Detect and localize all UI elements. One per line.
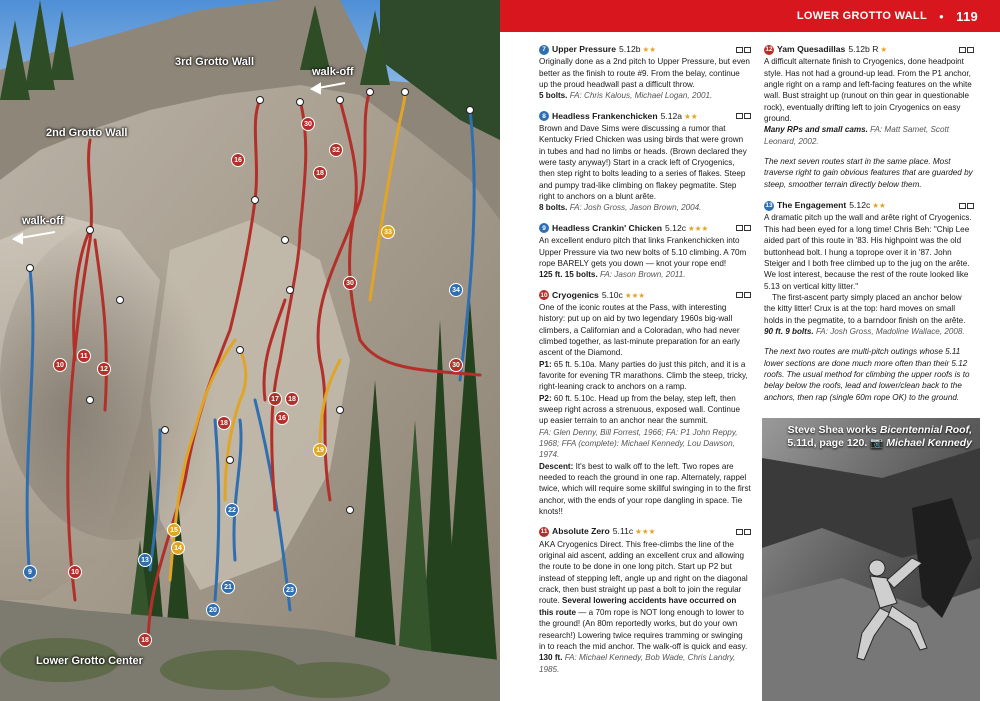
route-marker: 22 [225, 503, 239, 517]
route-marker: 33 [381, 225, 395, 239]
route-name: Cryogenics [552, 289, 599, 300]
column-right [764, 44, 974, 413]
first-ascent: FA: Matt Samet, Scott Leonard, 2002. [764, 125, 950, 146]
route-marker: 10 [53, 358, 67, 372]
route-description: A dramatic pitch up the wall and arête right of Cryogenics. This had been eyed for a long time! Chris Beh: "Chip Lee aided part of this route in '83. His highpoint was the old buttonhead bolt. I hung a toprope over it in '87. John Steiger and I both free climbed up to the jug on the arête. We lost interest, because the rest of the route looked like 5.13 on vertical kitty litter." [764, 213, 972, 291]
route-marker: 17 [268, 392, 282, 406]
route-stats: Many RPs and small cams. [764, 125, 868, 135]
climber-photo-svg [762, 418, 980, 701]
descent-description: It's best to walk off to the left. Two ropes are needed to reach the ground in one rap. Alternately, rappel twice, which will require some skillful swinging in to the first anchor, with the ends of your rope dangling in space. Tie knots!! [539, 461, 751, 517]
tick-boxes [736, 529, 751, 535]
route-grade: 5.12b R [848, 44, 879, 54]
route-description: One of the iconic routes at the Pass, with interesting history: put up on aid by two legendary 1960s big-wall climbers, a Californian and a Coloradan, who had never climbed together, as last-minute preparation for an early ascent of the Diamond. [539, 302, 740, 358]
route-number-badge: 12 [765, 46, 773, 53]
star-rating-icon: ★★★ [624, 290, 646, 300]
first-ascent: FA: Chris Kalous, Michael Logan, 2001. [569, 91, 713, 101]
route-marker: 12 [97, 362, 111, 376]
route-grade: 5.12c [665, 222, 687, 233]
caption-person: Steve Shea works [787, 424, 877, 436]
tick-boxes [736, 292, 751, 298]
descent-label: Descent: [539, 461, 574, 471]
route-stats: 5 bolts. [539, 91, 568, 101]
route-marker: 18 [313, 166, 327, 180]
label-2nd-grotto: 2nd Grotto Wall [46, 127, 128, 139]
header-separator-icon: ● [938, 11, 945, 21]
route-name: The Engagement [777, 200, 847, 211]
tick-boxes [736, 47, 751, 53]
route-description: Brown and Dave Sims were discussing a rumor that Kentucky Fried Chicken was using birds that were grown in tubes and had no limbs or heads. (Brown declared they were tasty anyway!) Start in a crack left of Cryogenics, then step right to bolts leading to a series of flakes. Steep and pumpy trad-like climbing on flakey pegmatite. Step right to anchors on a blunt arête. [539, 124, 747, 202]
label-walk-off-top: walk-off [312, 66, 354, 78]
route-description: A difficult alternate finish to Cryogenics, done headpoint style. Has not had a ground-up lead. From the P1 anchor, angle right on a ramp and left-facing features on the white wall. Bust straight up (runout on thin gear in questionable rock), eventually drifting left to join Cryogenics on easy ground. [764, 57, 972, 124]
route-marker: 13 [138, 553, 152, 567]
first-ascent: FA: Josh Gross, Jason Brown, 2004. [569, 203, 702, 213]
label-lower-grotto-center: Lower Grotto Center [36, 655, 143, 667]
route-entry [764, 44, 974, 147]
route-grade: 5.11c [612, 526, 634, 537]
route-entry [539, 526, 751, 674]
page-header [500, 0, 1000, 32]
route-marker: 11 [77, 349, 91, 363]
section-title: LOWER GROTTO WALL [796, 10, 927, 22]
route-warning: Several lowering accidents have occurred on this route [539, 596, 737, 617]
route-description: Originally done as a 2nd pitch to Upper Pressure, but even better as the finish to route #9. From the belay, continue up the proud headwall past a difficult throw. [539, 57, 750, 90]
star-rating-icon: ★★ [642, 45, 656, 54]
route-name: Yam Quesadillas [777, 44, 846, 54]
route-stats: 90 ft. 9 bolts. [764, 326, 814, 336]
pitch-description: 65 ft. 5.10a. Many parties do just this pitch, and it is a favorite for evening TR marathons. Climb the steep, tricky, right-leaning crack to anchors on a ramp. [539, 359, 748, 392]
route-stats: 8 bolts. [539, 203, 568, 213]
pitch-label: P1: [539, 359, 552, 369]
route-marker: 18 [217, 416, 231, 430]
first-ascent: FA: Glen Denny, Bill Forrest, 1966; FA: P1 John Reppy, 1968; FFA (complete): Michael Kennedy, Lou Dawson, 1974. [539, 427, 738, 460]
tick-boxes [959, 47, 974, 53]
label-walk-off-left: walk-off [22, 215, 64, 227]
route-marker: 32 [329, 143, 343, 157]
route-marker: 20 [206, 603, 220, 617]
first-ascent: FA: Michael Kennedy, Bob Wade, Chris Landry, 1985. [539, 653, 736, 674]
route-number-badge: 11 [540, 528, 548, 536]
route-number-badge: 13 [765, 202, 773, 210]
route-marker: 30 [343, 276, 357, 290]
route-marker: 18 [138, 633, 152, 647]
route-number-badge: 8 [539, 111, 549, 121]
route-grade: 5.12b [619, 44, 641, 54]
route-description: AKA Cryogenics Direct. This free-climbs the line of the original aid ascent, adding an excellent crux and allowing the route to be done in one long pitch. Start up P2 but instead of stepping left, angle up and right on the diagonal crack, then bust straight up past a bolt to join the regular route. [539, 539, 748, 606]
route-marker: 30 [449, 358, 463, 372]
star-rating-icon: ★★ [684, 111, 698, 121]
first-ascent: FA: Jason Brown, 2011. [599, 270, 686, 280]
camera-icon: 📷 [870, 437, 884, 449]
route-number-badge: 10 [540, 291, 548, 299]
route-marker: 19 [313, 443, 327, 457]
route-entry [539, 290, 751, 518]
star-rating-icon: ★★★ [635, 527, 656, 537]
tick-boxes [959, 203, 974, 209]
route-marker: 14 [171, 541, 185, 555]
route-entry [539, 44, 751, 102]
pitch-description: 60 ft. 5.10c. Head up from the belay, step left, then sweep right across a strenuous, exposed wall. Continue up easier terrain to an anchor near the summit. [539, 393, 740, 426]
photo-caption [762, 418, 980, 456]
route-marker: 21 [221, 580, 235, 594]
route-marker: 10 [68, 565, 82, 579]
route-name: Headless Frankenchicken [552, 110, 658, 121]
route-entry [539, 111, 751, 214]
route-number-badge: 7 [539, 45, 549, 55]
caption-grade: 5.11d, page 120. [787, 437, 868, 449]
note-multi-pitch: The next two routes are multi-pitch outings whose 5.11 lower sections are done much more often than their 5.12 roofs. The usual method for climbing the upper roofs is to belay below the roofs, lead and lower/clean back to the anchors, then rap (single 60m rope OK) to the ground. [764, 347, 970, 402]
route-marker: 34 [449, 283, 463, 297]
star-rating-icon: ★ [880, 45, 888, 54]
tick-boxes [736, 225, 751, 231]
route-marker: 16 [275, 411, 289, 425]
route-grade: 5.10c [601, 289, 623, 300]
label-3rd-grotto: 3rd Grotto Wall [175, 56, 255, 68]
route-marker: 18 [285, 392, 299, 406]
route-entry [539, 223, 751, 281]
star-rating-icon: ★★ [872, 201, 886, 211]
route-description-continued: The first-ascent party simply placed an anchor below the kitty litter! Crux is at the top: hard moves on small holds in the pegmatite, to a barndoor finish on the arête. [764, 292, 966, 325]
climber-photo [762, 418, 980, 701]
route-marker: 30 [301, 117, 315, 131]
route-name: Headless Crankin' Chicken [552, 222, 662, 233]
star-rating-icon: ★★★ [688, 223, 709, 233]
route-entry [764, 200, 974, 337]
caption-route: Bicentennial Roof, [879, 424, 972, 436]
route-name: Absolute Zero [552, 526, 610, 537]
route-marker: 16 [231, 153, 245, 167]
route-grade: 5.12c [849, 200, 871, 211]
route-marker: 15 [167, 523, 181, 537]
cliff-shadow [0, 220, 240, 540]
first-ascent: FA: Josh Gross, Madoline Wallace, 2008. [815, 326, 965, 336]
route-grade: 5.12a [660, 110, 683, 121]
route-marker: 9 [23, 565, 37, 579]
page-number: 119 [956, 8, 978, 24]
tick-boxes [736, 113, 751, 119]
pitch-label: P2: [539, 393, 552, 403]
route-number-badge: 9 [539, 223, 549, 233]
caption-photographer: Michael Kennedy [886, 437, 972, 449]
route-description: An excellent enduro pitch that links Frankenchicken into Upper Pressure via two new bolts of 5.10 climbing. A 70m rope BARELY gets you down — knot your rope end! [539, 236, 747, 268]
route-stats: 125 ft. 15 bolts. [539, 270, 598, 280]
column-left [539, 44, 751, 684]
route-stats: 130 ft. [539, 653, 563, 663]
route-name: Upper Pressure [552, 44, 617, 54]
text-page [500, 0, 1000, 701]
route-marker: 23 [283, 583, 297, 597]
route-description-continued: — a 70m rope is NOT long enough to lower to the ground! (An 80m reportedly works, but do your own research!) Lowering twice requires tramming or swinging in to reach the mid anchor. The walk-off is quick and easy. [539, 607, 748, 651]
note-seven-routes: The next seven routes start in the same place. Most traverse right to gain obvious features that are guarded by steep, smoother terrain directly below them. [764, 157, 973, 189]
